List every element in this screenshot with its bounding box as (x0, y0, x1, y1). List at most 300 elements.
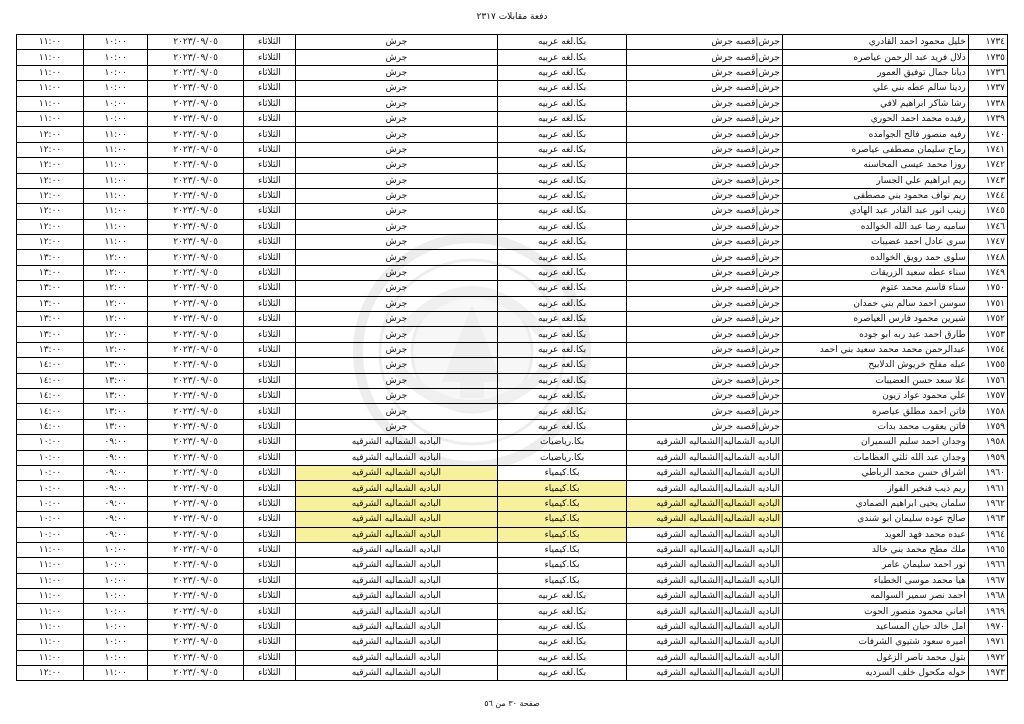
candidate-name-cell: ساميه رضا عبد الله الخوالده (782, 219, 968, 234)
table-row (17, 96, 1008, 111)
candidate-name-cell: فاتن احمد مطلق عياصره (782, 404, 968, 419)
interview-date-cell: ٢٠٢٣/٠٩/٠٥ (148, 219, 244, 234)
table-row (17, 450, 1008, 465)
interview-day-cell: الثلاثاء (244, 96, 296, 111)
time-to-cell: ١١:٠٠ (17, 635, 84, 650)
region-cell: جرش (295, 65, 497, 80)
interview-date-cell: ٢٠٢٣/٠٩/٠٥ (148, 604, 244, 619)
candidate-number-cell: ١٩٧١ (968, 635, 1007, 650)
qualification-cell: بكا.كيمياء (498, 542, 627, 557)
candidate-name-cell: رشا شاكر ابراهيم لافي (782, 96, 968, 111)
qualification-cell: بكا.رياضيات (498, 450, 627, 465)
interview-date-cell: ٢٠٢٣/٠٩/٠٥ (148, 50, 244, 65)
directorate-cell: الباديه الشماليه|الشماليه الشرقيه (627, 558, 783, 573)
candidate-name-cell: فاتن يعقوب محمد بدات (782, 419, 968, 434)
interview-date-cell: ٢٠٢٣/٠٩/٠٥ (148, 388, 244, 403)
directorate-cell: جرش|قصبه جرش (627, 35, 783, 50)
table-row (17, 419, 1008, 434)
interview-day-cell: الثلاثاء (244, 358, 296, 373)
qualification-cell: بكا.لغه عربيه (498, 281, 627, 296)
qualification-cell: بكا.لغه عربيه (498, 388, 627, 403)
interview-date-cell: ٢٠٢٣/٠٩/٠٥ (148, 188, 244, 203)
candidate-name-cell: احمد نصر سمير السوالمه (782, 589, 968, 604)
directorate-cell: الباديه الشماليه|الشماليه الشرقيه (627, 435, 783, 450)
directorate-cell: جرش|قصبه جرش (627, 388, 783, 403)
interview-date-cell: ٢٠٢٣/٠٩/٠٥ (148, 158, 244, 173)
candidate-name-cell: علي محمود عواد زيون (782, 388, 968, 403)
candidate-number-cell: ١٧٥٤ (968, 342, 1007, 357)
time-from-cell: ١٠:٠٠ (84, 111, 148, 126)
interview-date-cell: ٢٠٢٣/٠٩/٠٥ (148, 635, 244, 650)
interview-day-cell: الثلاثاء (244, 635, 296, 650)
interview-date-cell: ٢٠٢٣/٠٩/٠٥ (148, 358, 244, 373)
candidate-number-cell: ١٩٥٨ (968, 435, 1007, 450)
interview-day-cell: الثلاثاء (244, 558, 296, 573)
time-from-cell: ١٠:٠٠ (84, 650, 148, 665)
region-cell: الباديه الشماليه الشرقيه (295, 619, 497, 634)
candidate-number-cell: ١٩٦١ (968, 481, 1007, 496)
region-cell: جرش (295, 50, 497, 65)
qualification-cell: بكا.لغه عربيه (498, 96, 627, 111)
candidate-number-cell: ١٧٥١ (968, 296, 1007, 311)
table-row (17, 573, 1008, 588)
directorate-cell: جرش|قصبه جرش (627, 296, 783, 311)
table-row (17, 312, 1008, 327)
directorate-cell: جرش|قصبه جرش (627, 96, 783, 111)
time-from-cell: ١٣:٠٠ (84, 388, 148, 403)
time-to-cell: ١١:٠٠ (17, 111, 84, 126)
region-cell: جرش (295, 265, 497, 280)
candidate-name-cell: علا سعد حسن العضيبات (782, 373, 968, 388)
time-from-cell: ١٢:٠٠ (84, 327, 148, 342)
interview-day-cell: الثلاثاء (244, 650, 296, 665)
region-cell: جرش (295, 358, 497, 373)
directorate-cell: الباديه الشماليه|الشماليه الشرقيه (627, 589, 783, 604)
candidate-name-cell: اشراق حسن محمد الرباطي (782, 465, 968, 480)
time-from-cell: ١١:٠٠ (84, 666, 148, 681)
candidate-name-cell: ريم ذيب فنخير الفواز (782, 481, 968, 496)
region-cell: الباديه الشماليه الشرقيه (295, 558, 497, 573)
region-cell: جرش (295, 235, 497, 250)
time-to-cell: ١٢:٠٠ (17, 219, 84, 234)
interview-date-cell: ٢٠٢٣/٠٩/٠٥ (148, 435, 244, 450)
page-number: صفحة ٣٠ من ٥٦ (484, 699, 540, 708)
region-cell: الباديه الشماليه الشرقيه (295, 542, 497, 557)
table-row (17, 496, 1008, 511)
time-to-cell: ١٣:٠٠ (17, 312, 84, 327)
region-cell: جرش (295, 419, 497, 434)
directorate-cell: جرش|قصبه جرش (627, 404, 783, 419)
qualification-cell: بكا.لغه عربيه (498, 158, 627, 173)
time-from-cell: ١٠:٠٠ (84, 573, 148, 588)
time-to-cell: ١٢:٠٠ (17, 158, 84, 173)
candidate-name-cell: سناء قاسم محمد عتوم (782, 281, 968, 296)
table-row (17, 327, 1008, 342)
candidate-name-cell: ملك مطح محمد بني خالد (782, 542, 968, 557)
candidate-number-cell: ١٩٦٠ (968, 465, 1007, 480)
region-cell: جرش (295, 281, 497, 296)
table-row (17, 650, 1008, 665)
time-from-cell: ١١:٠٠ (84, 173, 148, 188)
time-from-cell: ١٢:٠٠ (84, 342, 148, 357)
time-from-cell: ٠٩:٠٠ (84, 435, 148, 450)
time-to-cell: ١٣:٠٠ (17, 342, 84, 357)
time-from-cell: ٠٩:٠٠ (84, 481, 148, 496)
candidate-number-cell: ١٧٤٧ (968, 235, 1007, 250)
table-row (17, 188, 1008, 203)
directorate-cell: جرش|قصبه جرش (627, 265, 783, 280)
candidate-name-cell: صالح عوده سليمان ابو شندي (782, 512, 968, 527)
directorate-cell: الباديه الشماليه|الشماليه الشرقيه (627, 542, 783, 557)
time-from-cell: ١٠:٠٠ (84, 542, 148, 557)
interview-day-cell: الثلاثاء (244, 388, 296, 403)
table-row (17, 219, 1008, 234)
qualification-cell: بكا.لغه عربيه (498, 404, 627, 419)
candidate-number-cell: ١٧٤٦ (968, 219, 1007, 234)
interview-day-cell: الثلاثاء (244, 589, 296, 604)
candidate-number-cell: ١٧٣٥ (968, 50, 1007, 65)
candidate-number-cell: ١٧٤١ (968, 142, 1007, 157)
region-cell: الباديه الشماليه الشرقيه (295, 604, 497, 619)
table-row (17, 404, 1008, 419)
candidate-number-cell: ١٩٦٧ (968, 573, 1007, 588)
candidate-name-cell: زينب انور عبد القادر عبد الهادي (782, 204, 968, 219)
interview-date-cell: ٢٠٢٣/٠٩/٠٥ (148, 573, 244, 588)
candidate-name-cell: ريم نواف محمود بني مصطفى (782, 188, 968, 203)
interview-day-cell: الثلاثاء (244, 158, 296, 173)
qualification-cell: بكا.لغه عربيه (498, 111, 627, 126)
candidate-number-cell: ١٩٥٩ (968, 450, 1007, 465)
interview-day-cell: الثلاثاء (244, 465, 296, 480)
time-to-cell: ١٤:٠٠ (17, 373, 84, 388)
qualification-cell: بكا.كيمياء (498, 558, 627, 573)
table-row (17, 558, 1008, 573)
qualification-cell: بكا.لغه عربيه (498, 296, 627, 311)
table-row (17, 204, 1008, 219)
candidate-name-cell: امل خالد حيان المساعيد (782, 619, 968, 634)
region-cell: الباديه الشماليه الشرقيه (295, 435, 497, 450)
directorate-cell: جرش|قصبه جرش (627, 204, 783, 219)
interview-date-cell: ٢٠٢٣/٠٩/٠٥ (148, 666, 244, 681)
candidate-number-cell: ١٧٤٨ (968, 250, 1007, 265)
time-to-cell: ١٤:٠٠ (17, 358, 84, 373)
qualification-cell: بكا.لغه عربيه (498, 65, 627, 80)
qualification-cell: بكا.لغه عربيه (498, 81, 627, 96)
candidate-number-cell: ١٧٥٢ (968, 312, 1007, 327)
directorate-cell: جرش|قصبه جرش (627, 50, 783, 65)
interview-date-cell: ٢٠٢٣/٠٩/٠٥ (148, 404, 244, 419)
qualification-cell: بكا.لغه عربيه (498, 265, 627, 280)
time-from-cell: ١٢:٠٠ (84, 265, 148, 280)
qualification-cell: بكا.لغه عربيه (498, 666, 627, 681)
interview-day-cell: الثلاثاء (244, 65, 296, 80)
candidate-number-cell: ١٧٤٩ (968, 265, 1007, 280)
time-from-cell: ١١:٠٠ (84, 142, 148, 157)
interview-schedule-body (17, 35, 1008, 681)
qualification-cell: بكا.لغه عربيه (498, 342, 627, 357)
time-from-cell: ١٣:٠٠ (84, 373, 148, 388)
time-from-cell: ١١:٠٠ (84, 188, 148, 203)
time-to-cell: ١٣:٠٠ (17, 296, 84, 311)
table-row (17, 265, 1008, 280)
directorate-cell: الباديه الشماليه|الشماليه الشرقيه (627, 604, 783, 619)
interview-day-cell: الثلاثاء (244, 312, 296, 327)
candidate-name-cell: هيا محمد موسى الخطباء (782, 573, 968, 588)
time-from-cell: ١٠:٠٠ (84, 589, 148, 604)
qualification-cell: بكا.لغه عربيه (498, 635, 627, 650)
interview-day-cell: الثلاثاء (244, 281, 296, 296)
interview-day-cell: الثلاثاء (244, 666, 296, 681)
directorate-cell: الباديه الشماليه|الشماليه الشرقيه (627, 496, 783, 511)
time-to-cell: ١١:٠٠ (17, 604, 84, 619)
time-from-cell: ٠٩:٠٠ (84, 465, 148, 480)
time-to-cell: ١٢:٠٠ (17, 173, 84, 188)
interview-date-cell: ٢٠٢٣/٠٩/٠٥ (148, 419, 244, 434)
interview-date-cell: ٢٠٢٣/٠٩/٠٥ (148, 296, 244, 311)
time-to-cell: ١٢:٠٠ (17, 188, 84, 203)
time-from-cell: ١٣:٠٠ (84, 404, 148, 419)
table-row (17, 111, 1008, 126)
interview-day-cell: الثلاثاء (244, 219, 296, 234)
interview-date-cell: ٢٠٢٣/٠٩/٠٥ (148, 589, 244, 604)
interview-day-cell: الثلاثاء (244, 512, 296, 527)
directorate-cell: الباديه الشماليه|الشماليه الشرقيه (627, 573, 783, 588)
qualification-cell: بكا.لغه عربيه (498, 619, 627, 634)
candidate-number-cell: ١٧٥٦ (968, 373, 1007, 388)
candidate-name-cell: سرى عادل احمد عضيبات (782, 235, 968, 250)
time-from-cell: ١٢:٠٠ (84, 250, 148, 265)
region-cell: الباديه الشماليه الشرقيه (295, 573, 497, 588)
qualification-cell: بكا.لغه عربيه (498, 235, 627, 250)
candidate-number-cell: ١٧٤٥ (968, 204, 1007, 219)
directorate-cell: الباديه الشماليه|الشماليه الشرقيه (627, 635, 783, 650)
interview-date-cell: ٢٠٢٣/٠٩/٠٥ (148, 312, 244, 327)
time-from-cell: ١٠:٠٠ (84, 635, 148, 650)
candidate-name-cell: سوسن احمد سالم بني حمدان (782, 296, 968, 311)
candidate-number-cell: ١٩٦٤ (968, 527, 1007, 542)
interview-date-cell: ٢٠٢٣/٠٩/٠٥ (148, 512, 244, 527)
candidate-name-cell: رماح سليمان مصطفى عياصره (782, 142, 968, 157)
directorate-cell: جرش|قصبه جرش (627, 419, 783, 434)
time-from-cell: ٠٩:٠٠ (84, 512, 148, 527)
candidate-name-cell: ريم ابراهيم علي الجسار (782, 173, 968, 188)
candidate-name-cell: دلال فريد عبد الرحمن عياصره (782, 50, 968, 65)
interview-date-cell: ٢٠٢٣/٠٩/٠٥ (148, 250, 244, 265)
interview-date-cell: ٢٠٢٣/٠٩/٠٥ (148, 619, 244, 634)
candidate-number-cell: ١٩٦٨ (968, 589, 1007, 604)
interview-date-cell: ٢٠٢٣/٠٩/٠٥ (148, 481, 244, 496)
qualification-cell: بكا.كيمياء (498, 496, 627, 511)
table-row (17, 127, 1008, 142)
interview-day-cell: الثلاثاء (244, 496, 296, 511)
region-cell: جرش (295, 296, 497, 311)
interview-day-cell: الثلاثاء (244, 435, 296, 450)
candidate-number-cell: ١٩٧٢ (968, 650, 1007, 665)
table-row (17, 635, 1008, 650)
region-cell: الباديه الشماليه الشرقيه (295, 635, 497, 650)
page-header: دفعة مقابلات ٢٣١٧ (476, 12, 548, 22)
candidate-number-cell: ١٧٥٨ (968, 404, 1007, 419)
time-to-cell: ١١:٠٠ (17, 558, 84, 573)
table-row (17, 81, 1008, 96)
directorate-cell: جرش|قصبه جرش (627, 142, 783, 157)
directorate-cell: جرش|قصبه جرش (627, 158, 783, 173)
candidate-number-cell: ١٩٦٣ (968, 512, 1007, 527)
region-cell: الباديه الشماليه الشرقيه (295, 527, 497, 542)
interview-date-cell: ٢٠٢٣/٠٩/٠٥ (148, 204, 244, 219)
candidate-number-cell: ١٧٣٤ (968, 35, 1007, 50)
time-to-cell: ١٠:٠٠ (17, 450, 84, 465)
candidate-number-cell: ١٧٥٠ (968, 281, 1007, 296)
candidate-number-cell: ١٧٥٥ (968, 358, 1007, 373)
candidate-name-cell: رفيه منصور فالح الجوامده (782, 127, 968, 142)
directorate-cell: جرش|قصبه جرش (627, 235, 783, 250)
time-to-cell: ١١:٠٠ (17, 81, 84, 96)
candidate-number-cell: ١٩٦٢ (968, 496, 1007, 511)
interview-day-cell: الثلاثاء (244, 419, 296, 434)
interview-day-cell: الثلاثاء (244, 111, 296, 126)
candidate-number-cell: ١٧٣٧ (968, 81, 1007, 96)
time-to-cell: ١١:٠٠ (17, 50, 84, 65)
table-row (17, 296, 1008, 311)
candidate-name-cell: رفيده محمد احمد الحوري (782, 111, 968, 126)
directorate-cell: جرش|قصبه جرش (627, 127, 783, 142)
candidate-name-cell: عبله مفلح خريوش الدلابيح (782, 358, 968, 373)
interview-day-cell: الثلاثاء (244, 127, 296, 142)
candidate-number-cell: ١٧٥٩ (968, 419, 1007, 434)
table-row (17, 65, 1008, 80)
interview-date-cell: ٢٠٢٣/٠٩/٠٥ (148, 281, 244, 296)
time-to-cell: ١٣:٠٠ (17, 281, 84, 296)
time-to-cell: ١٢:٠٠ (17, 235, 84, 250)
qualification-cell: بكا.لغه عربيه (498, 188, 627, 203)
region-cell: جرش (295, 312, 497, 327)
time-to-cell: ١٢:٠٠ (17, 666, 84, 681)
table-row (17, 142, 1008, 157)
candidate-number-cell: ١٧٥٣ (968, 327, 1007, 342)
qualification-cell: بكا.لغه عربيه (498, 327, 627, 342)
time-to-cell: ١١:٠٠ (17, 589, 84, 604)
interview-date-cell: ٢٠٢٣/٠٩/٠٥ (148, 373, 244, 388)
time-from-cell: ١٠:٠٠ (84, 96, 148, 111)
qualification-cell: بكا.لغه عربيه (498, 127, 627, 142)
time-from-cell: ٠٩:٠٠ (84, 450, 148, 465)
qualification-cell: بكا.لغه عربيه (498, 50, 627, 65)
interview-date-cell: ٢٠٢٣/٠٩/٠٥ (148, 127, 244, 142)
qualification-cell: بكا.لغه عربيه (498, 604, 627, 619)
table-row (17, 358, 1008, 373)
directorate-cell: جرش|قصبه جرش (627, 65, 783, 80)
qualification-cell: بكا.لغه عربيه (498, 142, 627, 157)
region-cell: جرش (295, 142, 497, 157)
qualification-cell: بكا.كيمياء (498, 573, 627, 588)
candidate-name-cell: وجدان احمد سليم السميران (782, 435, 968, 450)
region-cell: الباديه الشماليه الشرقيه (295, 481, 497, 496)
time-to-cell: ١٢:٠٠ (17, 127, 84, 142)
region-cell: جرش (295, 111, 497, 126)
interview-day-cell: الثلاثاء (244, 142, 296, 157)
region-cell: الباديه الشماليه الشرقيه (295, 650, 497, 665)
table-row (17, 173, 1008, 188)
table-row (17, 481, 1008, 496)
interview-day-cell: الثلاثاء (244, 373, 296, 388)
qualification-cell: بكا.لغه عربيه (498, 650, 627, 665)
time-to-cell: ١١:٠٠ (17, 619, 84, 634)
region-cell: جرش (295, 373, 497, 388)
interview-day-cell: الثلاثاء (244, 235, 296, 250)
qualification-cell: بكا.لغه عربيه (498, 173, 627, 188)
candidate-number-cell: ١٧٣٩ (968, 111, 1007, 126)
directorate-cell: جرش|قصبه جرش (627, 342, 783, 357)
qualification-cell: بكا.كيمياء (498, 527, 627, 542)
directorate-cell: الباديه الشماليه|الشماليه الشرقيه (627, 481, 783, 496)
table-row (17, 373, 1008, 388)
interview-day-cell: الثلاثاء (244, 296, 296, 311)
table-row (17, 527, 1008, 542)
interview-date-cell: ٢٠٢٣/٠٩/٠٥ (148, 173, 244, 188)
candidate-name-cell: سناء عطه سعيد الزريقات (782, 265, 968, 280)
directorate-cell: جرش|قصبه جرش (627, 281, 783, 296)
candidate-number-cell: ١٩٧٠ (968, 619, 1007, 634)
time-to-cell: ١٠:٠٠ (17, 435, 84, 450)
interview-date-cell: ٢٠٢٣/٠٩/٠٥ (148, 65, 244, 80)
interview-date-cell: ٢٠٢٣/٠٩/٠٥ (148, 96, 244, 111)
time-to-cell: ١١:٠٠ (17, 573, 84, 588)
interview-day-cell: الثلاثاء (244, 250, 296, 265)
table-row (17, 619, 1008, 634)
qualification-cell: بكا.لغه عربيه (498, 358, 627, 373)
table-row (17, 281, 1008, 296)
interview-day-cell: الثلاثاء (244, 204, 296, 219)
qualification-cell: بكا.لغه عربيه (498, 35, 627, 50)
interview-date-cell: ٢٠٢٣/٠٩/٠٥ (148, 558, 244, 573)
time-from-cell: ١٠:٠٠ (84, 35, 148, 50)
candidate-name-cell: خوله مكحول خلف السرديه (782, 666, 968, 681)
interview-day-cell: الثلاثاء (244, 265, 296, 280)
time-from-cell: ١٣:٠٠ (84, 358, 148, 373)
interview-date-cell: ٢٠٢٣/٠٩/٠٥ (148, 81, 244, 96)
candidate-name-cell: نور احمد سليمان عامر (782, 558, 968, 573)
candidate-number-cell: ١٧٣٦ (968, 65, 1007, 80)
region-cell: جرش (295, 342, 497, 357)
candidate-name-cell: اميره سعود شتيوي الشرفات (782, 635, 968, 650)
table-row (17, 542, 1008, 557)
directorate-cell: جرش|قصبه جرش (627, 250, 783, 265)
region-cell: جرش (295, 250, 497, 265)
interview-date-cell: ٢٠٢٣/٠٩/٠٥ (148, 35, 244, 50)
region-cell: جرش (295, 204, 497, 219)
candidate-name-cell: ديانا جمال توفيق العمور (782, 65, 968, 80)
directorate-cell: جرش|قصبه جرش (627, 327, 783, 342)
interview-day-cell: الثلاثاء (244, 188, 296, 203)
region-cell: جرش (295, 96, 497, 111)
region-cell: جرش (295, 188, 497, 203)
directorate-cell: الباديه الشماليه|الشماليه الشرقيه (627, 619, 783, 634)
interview-date-cell: ٢٠٢٣/٠٩/٠٥ (148, 111, 244, 126)
candidate-number-cell: ١٧٣٨ (968, 96, 1007, 111)
table-row (17, 342, 1008, 357)
directorate-cell: جرش|قصبه جرش (627, 373, 783, 388)
candidate-name-cell: بتول محمد ناصر الزغول (782, 650, 968, 665)
region-cell: جرش (295, 81, 497, 96)
time-to-cell: ١١:٠٠ (17, 542, 84, 557)
interview-day-cell: الثلاثاء (244, 327, 296, 342)
directorate-cell: الباديه الشماليه|الشماليه الشرقيه (627, 450, 783, 465)
directorate-cell: جرش|قصبه جرش (627, 173, 783, 188)
time-to-cell: ١٠:٠٠ (17, 481, 84, 496)
interview-day-cell: الثلاثاء (244, 342, 296, 357)
region-cell: الباديه الشماليه الشرقيه (295, 666, 497, 681)
